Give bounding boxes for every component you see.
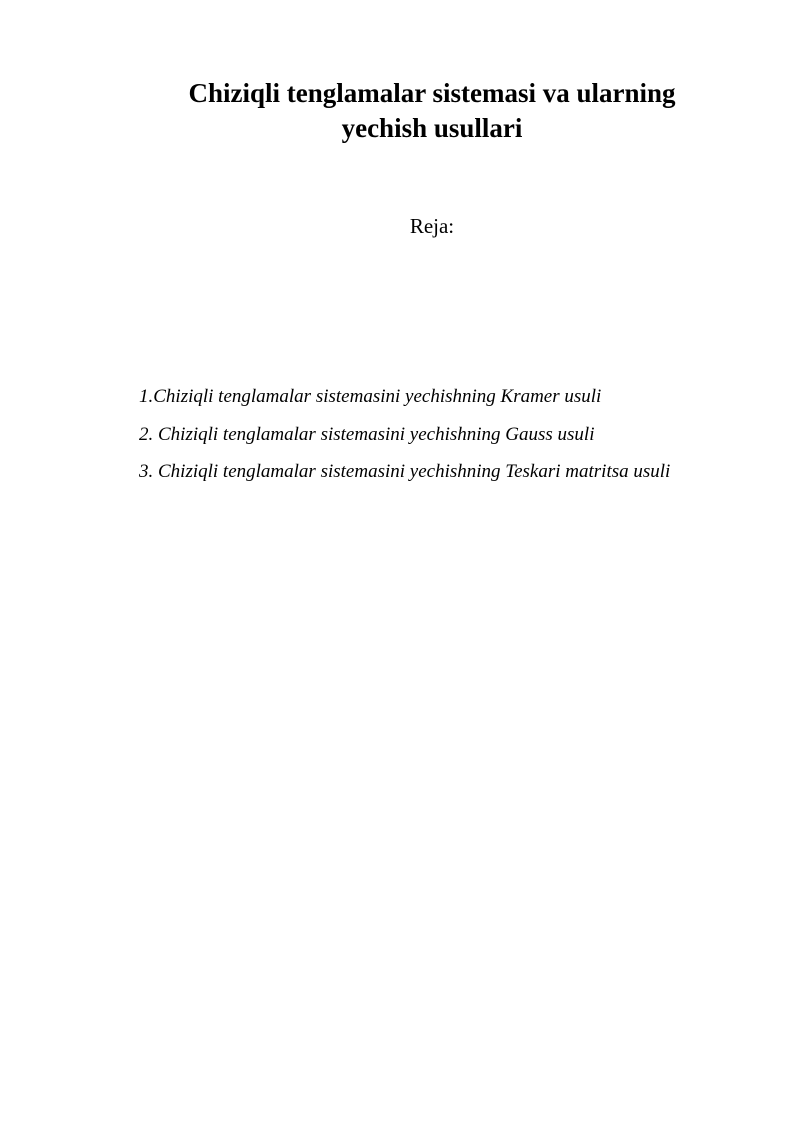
plan-item-inverse-matrix: 3. Chiziqli tenglamalar sistemasini yechishning Teskari matritsa usuli (139, 461, 671, 482)
plan-item-gauss: 2. Chiziqli tenglamalar sistemasini yechishning Gauss usuli (139, 423, 595, 445)
plan-list (139, 378, 670, 491)
document-title (100, 76, 764, 146)
title-line-2: yechish usullari (341, 113, 523, 143)
title-line-1: Chiziqli tenglamalar sistemasi va ularning (188, 78, 676, 108)
plan-item-kramer: 1.Chiziqli tenglamalar sistemasini yechishning Kramer usuli (139, 386, 602, 407)
plan-heading: Reja: (409, 214, 455, 238)
